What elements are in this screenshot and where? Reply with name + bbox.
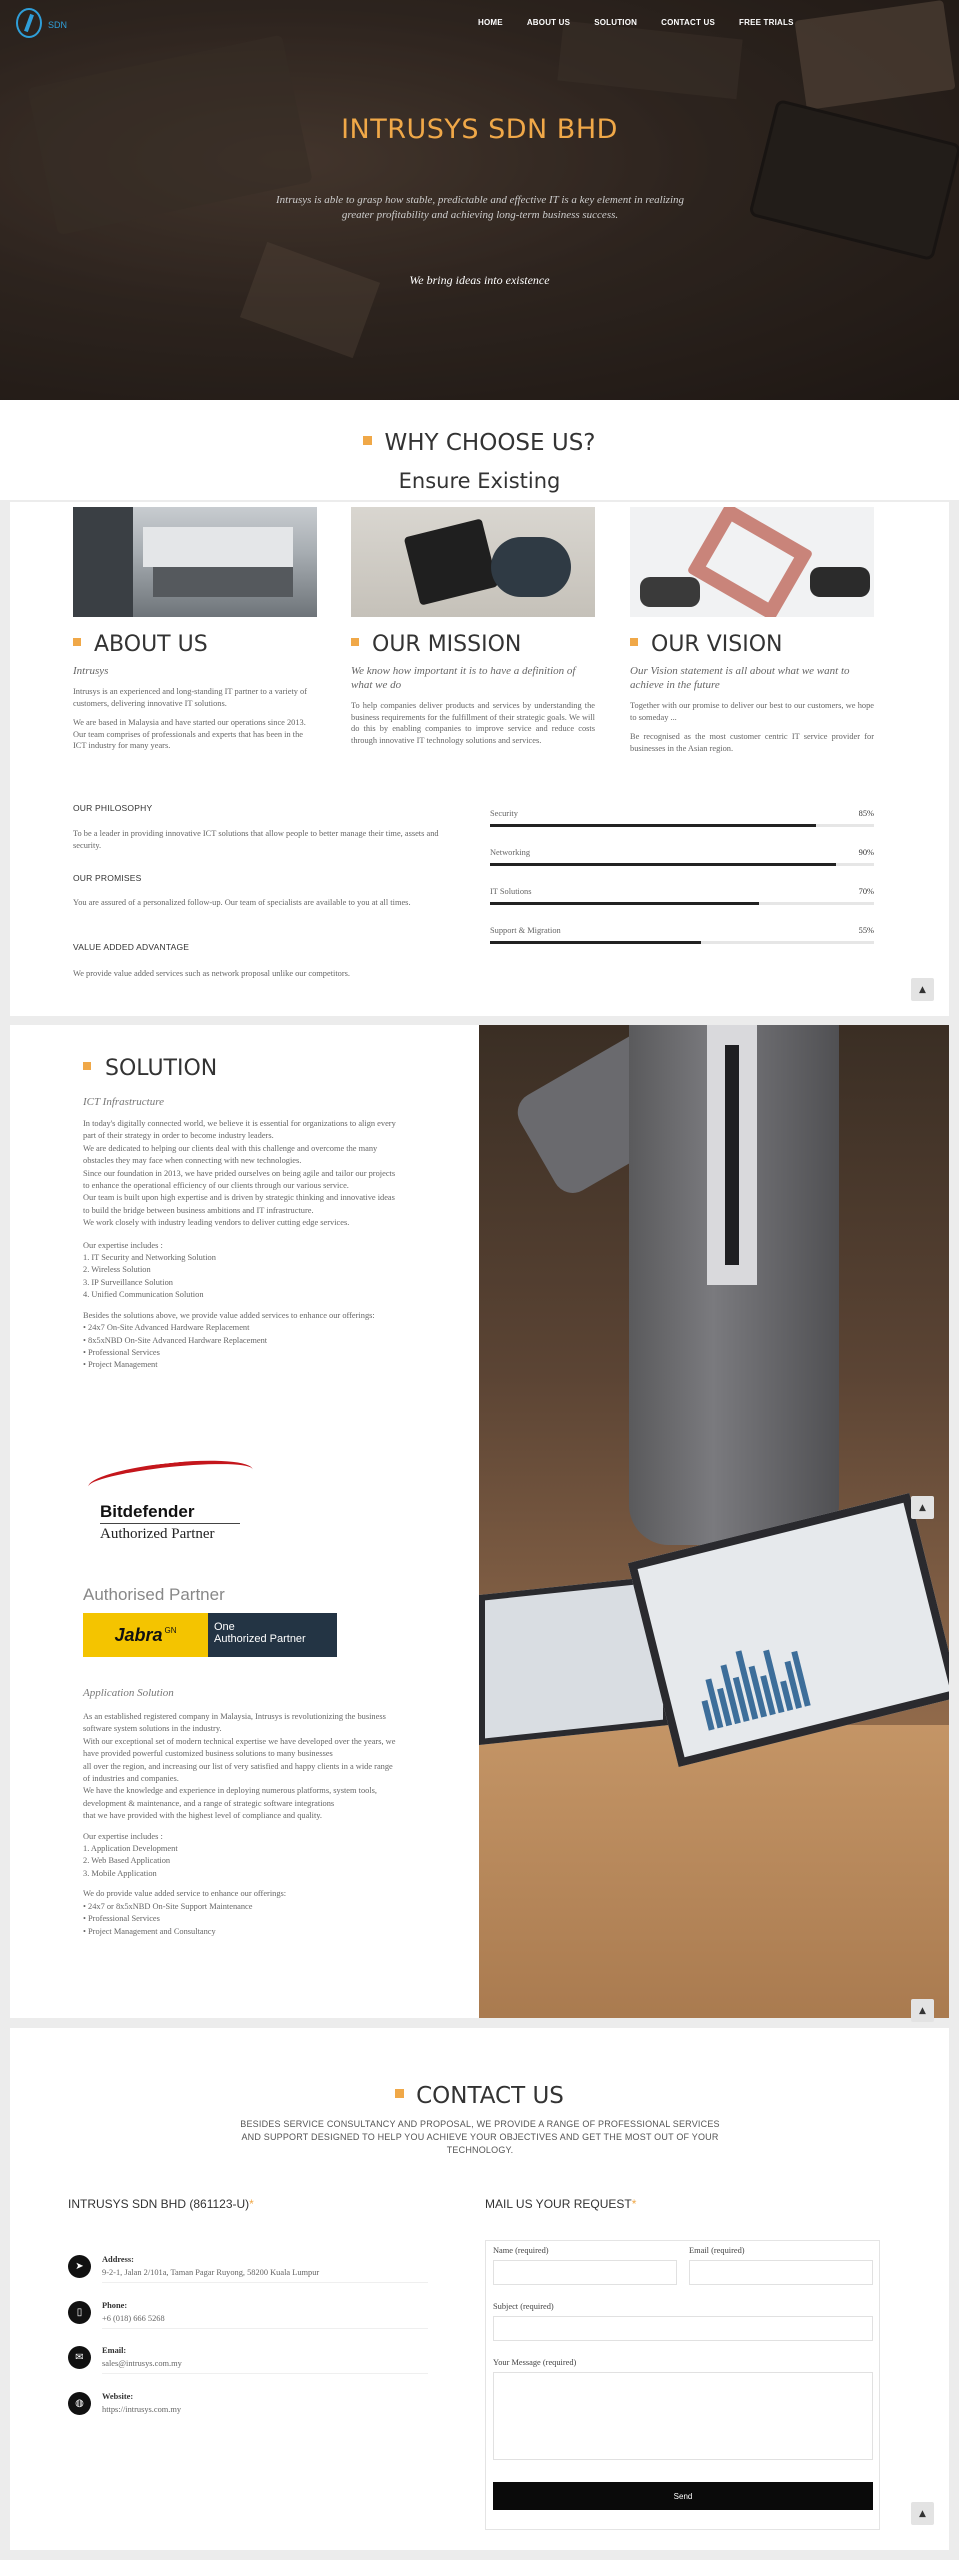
contact-title: CONTACT US (416, 2083, 564, 2109)
app-value-added (83, 1888, 401, 1938)
app-expertise-title: Our expertise includes : (83, 1831, 163, 1841)
contact-form (485, 2240, 880, 2530)
skill-bar (490, 902, 759, 905)
skill-row (490, 922, 874, 961)
why-title-text: WHY CHOOSE US? (384, 430, 596, 456)
email-field[interactable] (689, 2260, 873, 2285)
ict-expertise-title: Our expertise includes : (83, 1240, 163, 1250)
email-value[interactable]: sales@intrusys.com.my (102, 2359, 182, 2368)
skill-bar (490, 863, 836, 866)
jabra-logo (83, 1613, 208, 1657)
ict-line: In today's digitally connected world, we believe it is essential for organizations to align every part of their strategy in order to become industry leaders. (83, 1119, 396, 1141)
skill-label: IT Solutions (490, 887, 532, 896)
send-button[interactable]: Send (493, 2482, 873, 2510)
skill-percent: 90% (858, 848, 874, 857)
skill-row (490, 883, 874, 922)
phone-icon: ▯ (68, 2301, 91, 2324)
skills-list (490, 805, 874, 961)
vision-title: OUR VISION (651, 632, 783, 657)
required-star: * (631, 2197, 637, 2211)
email-field-label: Email (required) (689, 2246, 745, 2255)
philosophy-block (73, 803, 445, 813)
ict-section (83, 1096, 401, 1372)
ict-line: Our team is built upon high expertise and is driven by strategic thinking and innovative ideas to build the bridge between business ambitions and IT infrastructure. (83, 1193, 395, 1215)
site-logo[interactable] (16, 8, 67, 38)
authorised-partner-label: Authorised Partner (83, 1585, 225, 1604)
about-lead: Intrusys (73, 665, 109, 677)
application-heading: Application Solution (83, 1687, 174, 1699)
app-line: that we have provided with the highest level of compliance and quality. (83, 1811, 323, 1821)
ict-value-added (83, 1310, 401, 1372)
mission-photo (351, 507, 595, 617)
about-heading (73, 632, 317, 657)
app-value-title: We do provide value added service to enhance our offerings: (83, 1889, 287, 1899)
application-paragraphs (83, 1711, 401, 1823)
accent-square (363, 436, 372, 445)
skill-row (490, 805, 874, 844)
bitdefender-swoosh-icon (87, 1454, 254, 1501)
skill-percent: 55% (858, 926, 874, 935)
why-title (0, 430, 959, 456)
ict-line: We are dedicated to helping our clients deal with this challenge and overcome the many obstacles they may face when connecting with new technologies. (83, 1143, 378, 1166)
address-label: Address: (102, 2255, 134, 2264)
app-line: As an established registered company in Malaysia, Intrusys is revolutionizing the business software system solutions in the industry. (83, 1712, 386, 1734)
philosophy-heading: OUR PHILOSOPHY (73, 803, 153, 813)
accent-square (83, 1062, 91, 1070)
accent-square (395, 2089, 404, 2098)
phone-label: Phone: (102, 2301, 128, 2310)
vision-paragraph: Together with our promise to deliver our best to our customers, we hope to someday ... (630, 701, 874, 722)
scroll-top-button[interactable] (911, 1999, 934, 2022)
nav-about-us[interactable]: ABOUT US (526, 18, 571, 27)
vision-lead: Our Vision statement is all about what we want to achieve in the future (630, 665, 850, 691)
mail-heading-text: MAIL US YOUR REQUEST (485, 2197, 632, 2211)
skill-row (490, 844, 874, 883)
list-item: • 24x7 On-Site Advanced Hardware Replacement (83, 1323, 250, 1333)
chevron-up-icon: ▲ (919, 2508, 926, 2519)
accent-square (351, 638, 359, 646)
globe-icon: ◍ (68, 2392, 91, 2415)
scroll-top-button[interactable] (911, 1496, 934, 1519)
mail-heading (485, 2197, 636, 2211)
bitdefender-sub: Authorized Partner (100, 1526, 215, 1542)
list-item: • Project Management and Consultancy (83, 1926, 216, 1936)
subject-label: Subject (required) (493, 2302, 554, 2311)
list-item: 3. Mobile Application (83, 1868, 157, 1878)
application-section (83, 1687, 401, 1938)
promises-text: You are assured of a personalized follow-up. Our team of specialists are available to you at all times. (73, 898, 411, 907)
philosophy-text-block (73, 828, 445, 852)
about-paragraph: We are based in Malaysia and have started our operations since 2013. Our team comprises of professionals and experts that has been in the ICT industry for many years. (73, 718, 306, 750)
mission-column (351, 507, 595, 746)
promises-text-block (73, 897, 445, 909)
mission-heading (351, 632, 595, 657)
app-line: With our exceptional set of modern technical expertise we have developed over the years, we have provided powerful customized business solutions to many businesses (83, 1736, 396, 1759)
ict-heading: ICT Infrastructure (83, 1096, 164, 1108)
about-title: ABOUT US (94, 632, 208, 657)
jabra-name: Jabra (114, 1624, 163, 1645)
list-item: • Project Management (83, 1360, 158, 1370)
skill-percent: 85% (858, 809, 874, 818)
app-line: We have the knowledge and experience in deploying numerous platforms, system tools, development & maintenance, and a range of strategic software integrations (83, 1786, 378, 1808)
jabra-gn: GN (164, 1625, 177, 1635)
nav-contact-us[interactable]: CONTACT US (661, 18, 715, 27)
mission-lead: We know how important it is to have a definition of what we do (351, 665, 576, 691)
subject-field[interactable] (493, 2316, 873, 2341)
name-label: Name (required) (493, 2246, 549, 2255)
why-subtitle: Ensure Existing (398, 469, 561, 493)
office-photo (73, 507, 317, 617)
promises-heading-block (73, 873, 445, 883)
list-item: 2. Web Based Application (83, 1856, 171, 1866)
address-value: 9-2-1, Jalan 2/101a, Taman Pagar Ruyong, 58200 Kuala Lumpur (102, 2268, 320, 2277)
hero-section (0, 0, 959, 400)
list-item: • 8x5xNBD On-Site Advanced Hardware Replacement (83, 1335, 268, 1345)
list-item: 2. Wireless Solution (83, 1265, 151, 1275)
jabra-one: One (214, 1621, 235, 1633)
message-field[interactable] (493, 2372, 873, 2460)
vision-heading (630, 632, 874, 657)
ict-line: We work closely with industry leading vendors to deliver cutting edge services. (83, 1218, 350, 1228)
solution-title: SOLUTION (105, 1056, 218, 1081)
value-text-block (73, 968, 445, 980)
mission-title: OUR MISSION (372, 632, 522, 657)
philosophy-text: To be a leader in providing innovative ICT solutions that allow people to better manage their time, assets and security. (73, 829, 439, 850)
list-item: 1. IT Security and Networking Solution (83, 1253, 216, 1263)
skill-track (490, 863, 874, 866)
contact-heading (0, 2083, 959, 2109)
mail-icon: ✉ (68, 2346, 91, 2369)
website-value[interactable]: https://intrusys.com.my (102, 2405, 182, 2414)
contact-subtitle: BESIDES SERVICE CONSULTANCY AND PROPOSAL, WE PROVIDE A RANGE OF PROFESSIONAL SERVICES AND SUPPORT DESIGNED TO HELP YOU ACHIEVE YOUR OBJECTIVES AND GET THE MOST OUT OF YOUR TECHNOLOGY. (240, 2119, 720, 2155)
chevron-up-icon: ▲ (919, 2005, 926, 2016)
bitdefender-name: Bitdefender (100, 1502, 195, 1521)
email-label: Email: (102, 2346, 127, 2355)
website-label: Website: (102, 2392, 134, 2401)
company-heading (68, 2197, 254, 2211)
chevron-up-icon: ▲ (919, 1502, 926, 1513)
hero-tagline: We bring ideas into existence (409, 273, 550, 287)
message-label: Your Message (required) (493, 2358, 577, 2367)
logo-mark-icon (16, 8, 42, 38)
chevron-up-icon: ▲ (919, 984, 926, 995)
ict-paragraphs (83, 1118, 401, 1230)
promises-heading: OUR PROMISES (73, 873, 142, 883)
list-item: • Professional Services (83, 1347, 160, 1357)
value-added-text: We provide value added services such as network proposal unlike our competitors. (73, 969, 351, 978)
solution-heading (83, 1056, 217, 1081)
ict-line: Since our foundation in 2013, we have prided ourselves on being agile and tailor our projects to enhance the operational efficiency of our clients through our various service. (83, 1168, 396, 1191)
about-paragraph: Intrusys is an experienced and long-standing IT partner to a variety of customers, delivering innovative IT solutions. (73, 687, 308, 708)
skill-label: Security (490, 809, 518, 818)
accent-square (73, 638, 81, 646)
nav-home[interactable]: HOME (478, 18, 503, 27)
required-star: * (249, 2197, 254, 2211)
app-line: all over the region, and increasing our list of very satisfied and happy clients in a wide range of industries and companies. (83, 1761, 393, 1784)
skill-bar (490, 941, 701, 944)
list-item: • 24x7 or 8x5xNBD On-Site Support Maintenance (83, 1901, 253, 1911)
about-column (73, 507, 317, 752)
list-item: 4. Unified Communication Solution (83, 1290, 204, 1300)
skill-label: Support & Migration (490, 926, 561, 935)
accent-square (630, 638, 638, 646)
skill-track (490, 941, 874, 944)
vision-photo (630, 507, 874, 617)
list-item: 3. IP Surveillance Solution (83, 1277, 173, 1287)
hero-subtitle: Intrusys is able to grasp how stable, predictable and effective IT is a key element in realizing greater profitability and achieving long-term business success. (275, 194, 685, 221)
skill-label: Networking (490, 848, 531, 857)
value-added-title: Besides the solutions above, we provide value added services to enhance our offerings: (83, 1310, 375, 1320)
skill-track (490, 902, 874, 905)
name-field[interactable] (493, 2260, 677, 2285)
ict-expertise (83, 1240, 401, 1302)
list-item: • Professional Services (83, 1914, 160, 1924)
vision-paragraph: Be recognised as the most customer centric IT service provider for businesses in the Asian region. (630, 732, 874, 753)
skill-percent: 70% (858, 887, 874, 896)
scroll-top-button[interactable] (911, 978, 934, 1001)
send-icon: ➤ (68, 2255, 91, 2278)
jabra-authorized: Authorized Partner (214, 1633, 306, 1645)
list-item: 1. Application Development (83, 1844, 178, 1854)
scroll-top-button[interactable] (911, 2502, 934, 2525)
logo-text: SDN (48, 20, 68, 30)
phone-value[interactable]: +6 (018) 666 5268 (102, 2314, 165, 2323)
app-expertise (83, 1831, 401, 1881)
company-name: INTRUSYS SDN BHD (861123-U) (68, 2197, 250, 2211)
nav-free-trials[interactable]: FREE TRIALS (739, 18, 794, 27)
jabra-one-badge (208, 1613, 337, 1657)
skill-track (490, 824, 874, 827)
solution-photo (479, 1025, 949, 2018)
top-navigation (478, 18, 818, 27)
vision-column (630, 507, 874, 754)
value-added-heading: VALUE ADDED ADVANTAGE (73, 942, 190, 952)
value-heading-block (73, 942, 445, 952)
mission-paragraph: To help companies deliver products and services by understanding the business requirements for the fulfillment of their strategic goals. We will do this by enabling companies to improve service and reduce costs through innovative IT technology solutions and services. (351, 701, 595, 745)
skill-bar (490, 824, 816, 827)
nav-solution[interactable]: SOLUTION (594, 18, 638, 27)
hero-title: INTRUSYS SDN BHD (341, 114, 618, 145)
bitdefender-logo (88, 1455, 258, 1555)
